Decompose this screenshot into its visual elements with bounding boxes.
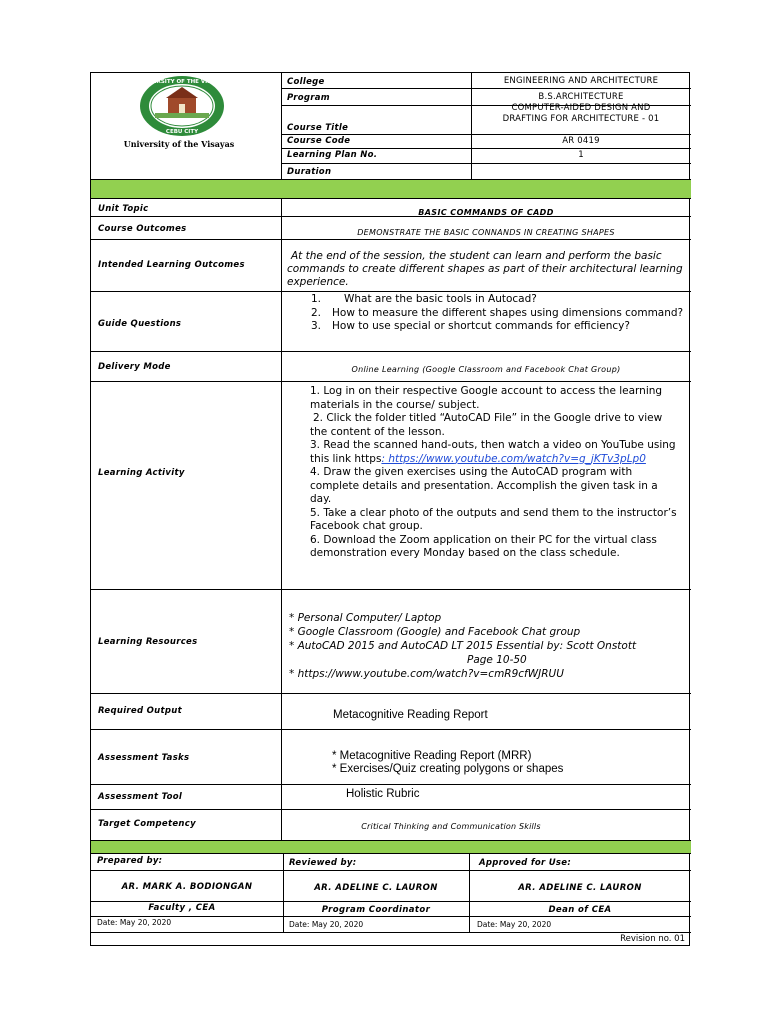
course-outcomes-label: Course Outcomes [98, 224, 187, 234]
college-label: College [287, 77, 325, 87]
reviewed-by-date: Date: May 20, 2020 [289, 920, 364, 929]
assessment-task-item: * Exercises/Quiz creating polygons or shapes [332, 763, 564, 775]
university-name: University of the Visayas [123, 139, 235, 149]
resource-item: * Personal Computer/ Laptop [289, 612, 442, 624]
resource-item: Page 10-50 [467, 654, 527, 666]
guide-question-item: 3. How to use special or shortcut commands for efficiency? [311, 320, 630, 332]
assessment-tool-value: Holistic Rubric [346, 788, 420, 800]
activity-item: 6. Download the Zoom application on their PC for the virtual class demonstration every Monday based on the class schedule. [310, 533, 657, 559]
program-value: B.S.ARCHITECTURE [538, 92, 624, 102]
prepared-by-name: AR. MARK A. BODIONGAN [121, 882, 253, 892]
resource-item: * https://www.youtube.com/watch?v=cmR9cfWJRUU [289, 668, 564, 680]
assessment-tasks-list [332, 750, 563, 776]
prepared-by-label: Prepared by: [97, 856, 163, 866]
learning-resources-label: Learning Resources [98, 637, 198, 647]
approved-by-name: AR. ADELINE C. LAURON [518, 883, 642, 893]
activity-item: 5. Take a clear photo of the outputs and send them to the instructor’s Facebook chat group. [310, 506, 677, 532]
course-code-label: Course Code [287, 136, 351, 146]
guide-question-item: 2. How to measure the different shapes using dimensions command? [311, 306, 684, 319]
unit-topic-label: Unit Topic [98, 204, 149, 214]
assessment-task-item: * Metacognitive Reading Report (MRR) [332, 750, 532, 762]
target-competency-label: Target Competency [98, 819, 196, 829]
intended-outcomes-value: At the end of the session, the student can learn and perform the basic commands to create different shapes as part of their architectural learning experience. [287, 250, 683, 288]
delivery-mode-label: Delivery Mode [98, 362, 171, 372]
target-competency-value: Critical Thinking and Communication Skills [361, 822, 541, 831]
activity-item: 4. Draw the given exercises using the AutoCAD program with complete details and presentation. Accomplish the given task in a day. [310, 466, 658, 505]
approved-by-date: Date: May 20, 2020 [477, 920, 552, 929]
table-divider [281, 198, 282, 840]
learning-activity-label: Learning Activity [98, 468, 185, 478]
activity-item: 2. Click the folder titled “AutoCAD File” in the Google drive to view the content of the lesson. [310, 412, 663, 438]
university-seal [135, 75, 229, 139]
approved-by-title: Dean of CEA [548, 905, 612, 915]
section-band [91, 841, 691, 853]
approved-for-use-label: Approved for Use: [479, 858, 572, 868]
svg-text:CEBU CITY: CEBU CITY [165, 129, 199, 135]
prepared-by-date: Date: May 20, 2020 [97, 918, 172, 927]
required-output-value: Metacognitive Reading Report [333, 709, 488, 721]
learning-resources-list [289, 611, 687, 681]
assessment-tool-label: Assessment Tool [98, 792, 183, 802]
required-output-label: Required Output [98, 706, 182, 716]
course-title-value-line2: DRAFTING FOR ARCHITECTURE - 01 [502, 114, 660, 124]
resource-item: * Google Classroom (Google) and Facebook Chat group [289, 626, 581, 638]
assessment-tasks-label: Assessment Tasks [98, 753, 190, 763]
course-code-value: AR 0419 [562, 136, 600, 146]
prepared-by-title: Faculty , CEA [148, 903, 216, 913]
guide-question-item: 1. What are the basic tools in Autocad? [311, 293, 537, 305]
learning-plan-no-value: 1 [578, 150, 584, 160]
reviewed-by-name: AR. ADELINE C. LAURON [314, 883, 438, 893]
activity-item: 1. Log in on their respective Google account to access the learning materials in the course/ subject. [310, 385, 663, 411]
unit-topic-value: BASIC COMMANDS OF CADD [418, 208, 554, 217]
guide-questions-label: Guide Questions [98, 319, 182, 329]
section-band [91, 180, 691, 198]
svg-text:UNIVERSITY OF THE VISAYAS: UNIVERSITY OF THE VISAYAS [137, 79, 227, 85]
course-title-label: Course Title [287, 123, 349, 133]
program-label: Program [287, 93, 330, 103]
learning-plan-no-label: Learning Plan No. [287, 150, 378, 160]
course-outcomes-value: DEMONSTRATE THE BASIC CONNANDS IN CREATING SHAPES [357, 228, 615, 237]
learning-activity-list [310, 385, 682, 561]
reviewed-by-title: Program Coordinator [321, 905, 431, 915]
college-value: ENGINEERING AND ARCHITECTURE [503, 76, 659, 86]
guide-questions-list [287, 293, 687, 334]
reviewed-by-label: Reviewed by: [289, 858, 357, 868]
delivery-mode-value: Online Learning (Google Classroom and Facebook Chat Group) [351, 365, 621, 374]
duration-label: Duration [287, 167, 332, 177]
learning-plan-form [90, 72, 690, 946]
revision-number: Revision no. 01 [620, 934, 685, 944]
resource-item: * AutoCAD 2015 and AutoCAD LT 2015 Essential by: Scott Onstott [289, 640, 637, 652]
youtube-link[interactable]: : https://www.youtube.com/watch?v=g_jKTv3pLp0 [381, 452, 646, 465]
intended-outcomes-label: Intended Learning Outcomes [98, 260, 245, 270]
activity-item: 3. Read the scanned hand-outs, then watch a video on YouTube using this link https: https://www.youtube.com/watch?v=g_jKTv3pLp0 [310, 439, 676, 465]
course-title-value-line1: COMPUTER-AIDED DESIGN AND [511, 103, 651, 113]
